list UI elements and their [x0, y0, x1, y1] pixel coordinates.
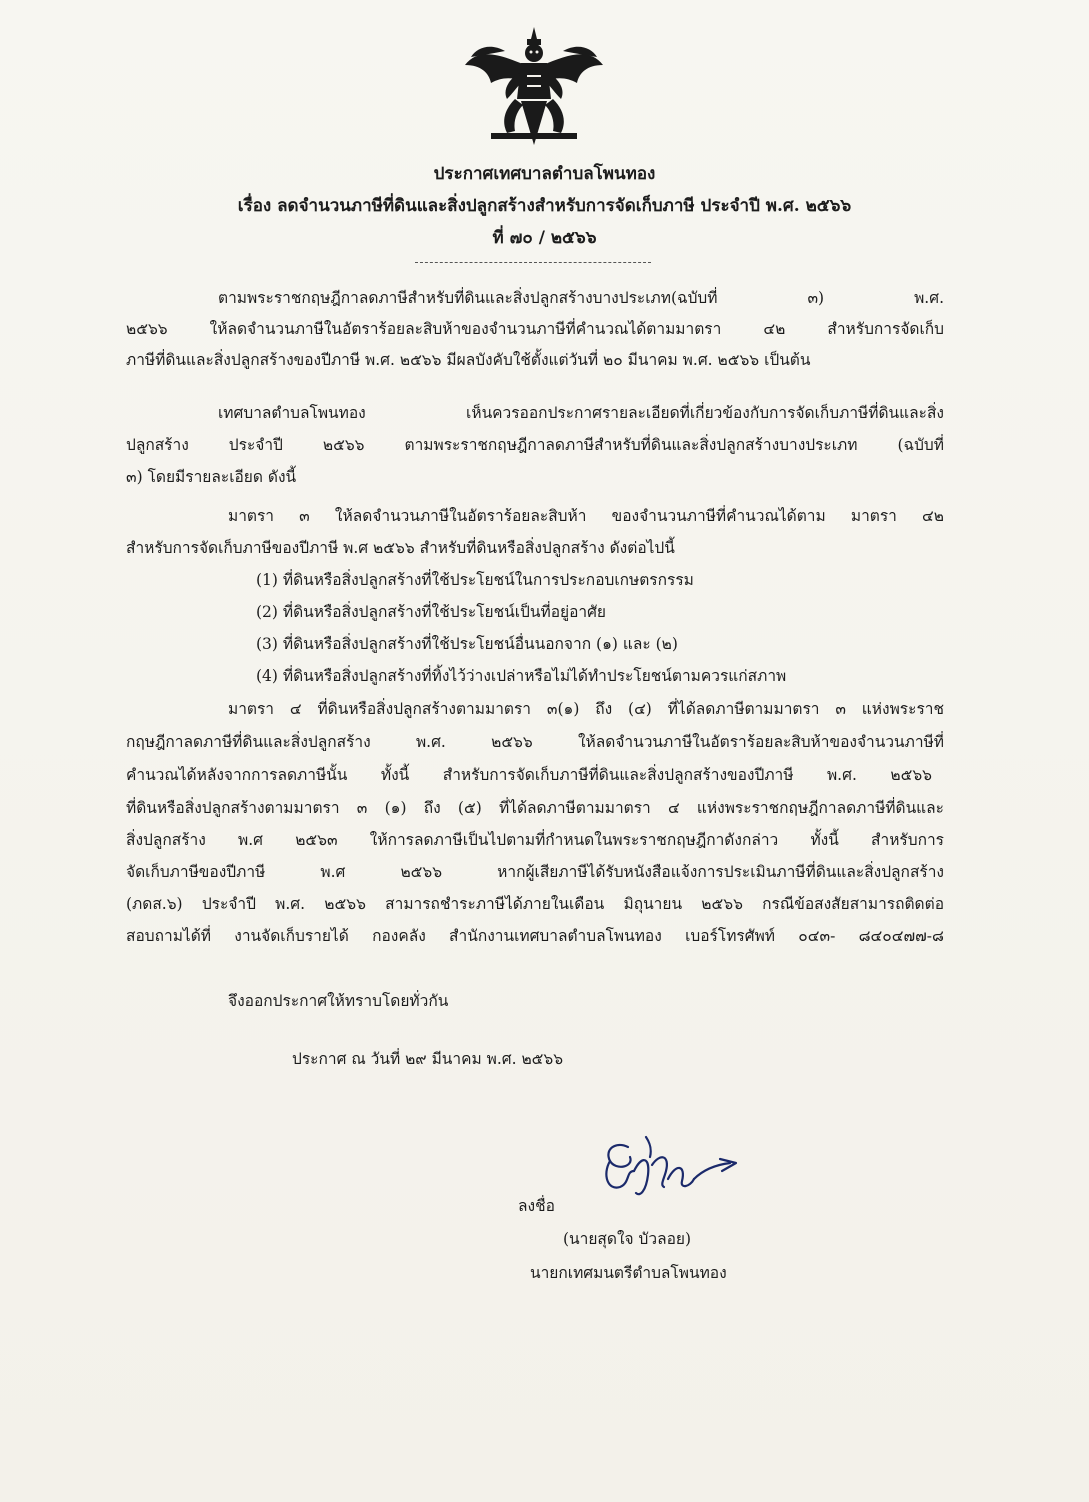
paragraph-1-line-1: ตามพระราชกฤษฎีกาลดภาษีสำหรับที่ดินและสิ่งปลูกสร้างบางประเภท(ฉบับที่ ๓) พ.ศ. — [218, 289, 944, 307]
paragraph-4-line-5: สิ่งปลูกสร้าง พ.ศ ๒๕๖๓ ให้การลดภาษีเป็นไปตามที่กำหนดในพระราชกฤษฎีกาดังกล่าว ทั้งนี้ สำหรับการ — [126, 831, 944, 849]
paragraph-1-line-2: ๒๕๖๖ ให้ลดจำนวนภาษีในอัตราร้อยละสิบห้าของจำนวนภาษีที่คำนวณได้ตามมาตรา ๔๒ สำหรับการจัดเก็บ — [126, 320, 944, 338]
paragraph-4-line-1: มาตรา ๔ ที่ดินหรือสิ่งปลูกสร้างตามมาตรา ๓(๑) ถึง (๔) ที่ได้ลดภาษีตามมาตรา ๓ แห่งพระราช — [228, 700, 944, 718]
handwritten-signature — [590, 1135, 760, 1225]
signature-label: ลงชื่อ — [518, 1197, 555, 1215]
announcement-date: ประกาศ ณ วันที่ ๒๙ มีนาคม พ.ศ. ๒๕๖๖ — [292, 1050, 564, 1068]
closing-statement: จึงออกประกาศให้ทราบโดยทั่วกัน — [228, 992, 449, 1010]
paragraph-2-line-2: ปลูกสร้าง ประจำปี ๒๕๖๖ ตามพระราชกฤษฎีกาลดภาษีสำหรับที่ดินและสิ่งปลูกสร้างบางประเภท (ฉบับที่ — [126, 436, 944, 454]
paragraph-4-line-2: กฤษฎีกาลดภาษีที่ดินและสิ่งปลูกสร้าง พ.ศ. ๒๕๖๖ ให้ลดจำนวนภาษีในอัตราร้อยละสิบห้าของจำนวนภาษีที่ — [126, 733, 944, 751]
paragraph-4-line-6: จัดเก็บภาษีของปีภาษี พ.ศ ๒๕๖๖ หากผู้เสียภาษีได้รับหนังสือแจ้งการประเมินภาษีที่ดินและสิ่งปลูกสร้าง — [126, 863, 944, 881]
paragraph-1-line-3: ภาษีที่ดินและสิ่งปลูกสร้างของปีภาษี พ.ศ. ๒๕๖๖ มีผลบังคับใช้ตั้งแต่วันที่ ๒๐ มีนาคม พ.ศ. ๒๕๖๖ เป็นต้น — [126, 351, 811, 369]
list-item-4: (4) ที่ดินหรือสิ่งปลูกสร้างที่ทิ้งไว้ว่างเปล่าหรือไม่ได้ทำประโยชน์ตามควรแก่สภาพ — [256, 667, 787, 685]
paragraph-2-line-1: เทศบาลตำบลโพนทอง เห็นควรออกประกาศรายละเอียดที่เกี่ยวข้องกับการจัดเก็บภาษีที่ดินและสิ่ง — [218, 404, 944, 422]
announcement-title: ประกาศเทศบาลตำบลโพนทอง — [433, 164, 656, 184]
paragraph-3-line-1: มาตรา ๓ ให้ลดจำนวนภาษีในอัตราร้อยละสิบห้า ของจำนวนภาษีที่คำนวณได้ตาม มาตรา ๔๒ — [228, 507, 944, 525]
paragraph-3-line-2: สำหรับการจัดเก็บภาษีของปีภาษี พ.ศ ๒๕๖๖ สำหรับที่ดินหรือสิ่งปลูกสร้าง ดังต่อไปนี้ — [126, 539, 675, 557]
signatory-name: (นายสุดใจ บัวลอย) — [563, 1230, 692, 1248]
list-item-1: (1) ที่ดินหรือสิ่งปลูกสร้างที่ใช้ประโยชน์ในการประกอบเกษตรกรรม — [256, 571, 694, 589]
signatory-position: นายกเทศมนตรีตำบลโพนทอง — [530, 1264, 727, 1282]
separator-line — [415, 262, 651, 263]
announcement-number: ที่ ๗๐ / ๒๕๖๖ — [492, 228, 597, 248]
list-item-3: (3) ที่ดินหรือสิ่งปลูกสร้างที่ใช้ประโยชน์อื่นนอกจาก (๑) และ (๒) — [256, 635, 678, 653]
garuda-emblem-icon — [461, 25, 607, 155]
list-item-2: (2) ที่ดินหรือสิ่งปลูกสร้างที่ใช้ประโยชน์เป็นที่อยู่อาศัย — [256, 603, 607, 621]
paragraph-2-line-3: ๓) โดยมีรายละเอียด ดังนี้ — [126, 468, 297, 486]
paragraph-4-line-7: (ภดส.๖) ประจำปี พ.ศ. ๒๕๖๖ สามารถชำระภาษีได้ภายในเดือน มิถุนายน ๒๕๖๖ กรณีข้อสงสัยสามารถติดต่อ — [126, 895, 944, 913]
paragraph-4-line-4: ที่ดินหรือสิ่งปลูกสร้างตามมาตรา ๓ (๑) ถึง (๕) ที่ได้ลดภาษีตามมาตรา ๔ แห่งพระราชกฤษฎีกาลดภาษีที่ดินและ — [126, 799, 944, 817]
announcement-subject: เรื่อง ลดจำนวนภาษีที่ดินและสิ่งปลูกสร้างสำหรับการจัดเก็บภาษี ประจำปี พ.ศ. ๒๕๖๖ — [237, 196, 852, 216]
paragraph-4-line-3: คำนวณได้หลังจากการลดภาษีนั้น ทั้งนี้ สำหรับการจัดเก็บภาษีที่ดินและสิ่งปลูกสร้างของปีภาษี พ.ศ. ๒๕๖๖ — [126, 766, 932, 784]
paragraph-4-line-8: สอบถามได้ที่ งานจัดเก็บรายได้ กองคลัง สำนักงานเทศบาลตำบลโพนทอง เบอร์โทรศัพท์ ๐๔๓- ๘๔๐๔๗๗-๘ — [126, 927, 944, 945]
